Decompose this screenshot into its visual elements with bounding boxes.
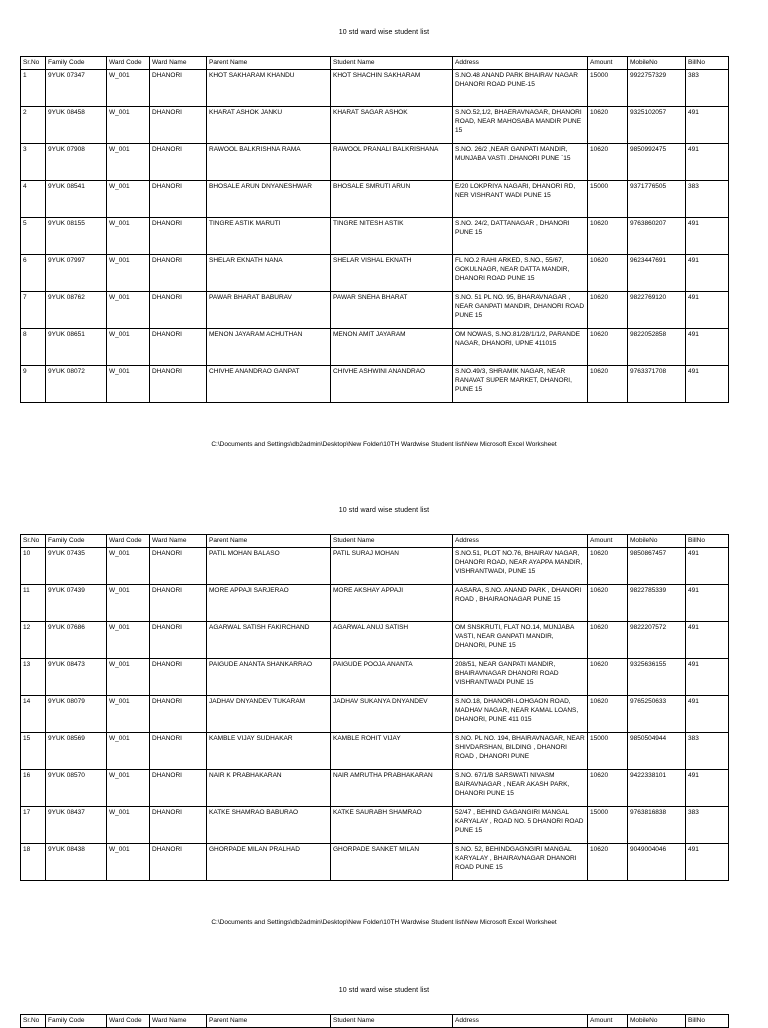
table-header-row	[21, 1015, 729, 1028]
table-cell: 383	[686, 181, 729, 218]
table-cell: W_001	[107, 144, 150, 181]
table-row	[21, 844, 729, 881]
table-row	[21, 329, 729, 366]
table-cell: 6	[21, 255, 46, 292]
column-header: Ward Code	[107, 1015, 150, 1028]
table-cell: W_001	[107, 696, 150, 733]
table-cell: 7	[21, 292, 46, 329]
table-cell: 9325102057	[628, 107, 686, 144]
page-title: 10 std ward wise student list	[338, 507, 430, 514]
table-row	[21, 181, 729, 218]
column-header: Family Code	[46, 1015, 107, 1028]
table-cell: DHANORI	[150, 548, 207, 585]
table-cell: KHOT SHACHIN SAKHARAM	[331, 70, 453, 107]
table-cell: DHANORI	[150, 696, 207, 733]
table-cell: 9371776505	[628, 181, 686, 218]
table-cell: S.NO.48 ANAND PARK BHAIRAV NAGAR DHANORI ROAD PUNE-15	[453, 70, 588, 107]
table-cell: TINGRE ASTIK MARUTI	[207, 218, 331, 255]
table-cell: MENON AMIT JAYARAM	[331, 329, 453, 366]
table-cell: DHANORI	[150, 329, 207, 366]
column-header: Address	[453, 535, 588, 548]
table-cell: S.NO. 24/2, DATTANAGAR , DHANORI PUNE 15	[453, 218, 588, 255]
table-cell: 10620	[588, 255, 628, 292]
table-cell: 491	[686, 844, 729, 881]
table-row	[21, 218, 729, 255]
column-header: Family Code	[46, 57, 107, 70]
table-cell: W_001	[107, 807, 150, 844]
table-cell: W_001	[107, 733, 150, 770]
table-cell: 5	[21, 218, 46, 255]
table-cell: DHANORI	[150, 622, 207, 659]
table-row	[21, 622, 729, 659]
table-cell: 383	[686, 807, 729, 844]
table-cell: 9049004046	[628, 844, 686, 881]
column-header: Amount	[588, 535, 628, 548]
table-cell: S.NO. 51 PL NO. 95, BHARAVNAGAR , NEAR GANPATI MANDIR, DHANORI ROAD PUNE 15	[453, 292, 588, 329]
table-cell: 13	[21, 659, 46, 696]
table-row	[21, 144, 729, 181]
table-cell: 8	[21, 329, 46, 366]
table-cell: KAMBLE VIJAY SUDHAKAR	[207, 733, 331, 770]
table-cell: AASARA, S.NO. ANAND PARK , DHANORI ROAD , BHAIRAONAGAR PUNE 15	[453, 585, 588, 622]
table-cell: 10620	[588, 548, 628, 585]
column-header: Parent Name	[207, 1015, 331, 1028]
page-title: 10 std ward wise student list	[338, 987, 430, 994]
table-cell: BHOSALE ARUN DNYANESHWAR	[207, 181, 331, 218]
table-cell: W_001	[107, 770, 150, 807]
table-cell: E/20 LOKPRIYA NAGARI, DHANORI RD, NER VISHRANT WADI PUNE 15	[453, 181, 588, 218]
table-cell: KHOT SAKHARAM KHANDU	[207, 70, 331, 107]
table-cell: 10620	[588, 696, 628, 733]
column-header: Amount	[588, 57, 628, 70]
table-cell: 9YUK 07908	[46, 144, 107, 181]
table-cell: 9422338101	[628, 770, 686, 807]
table-row	[21, 70, 729, 107]
column-header: Student Name	[331, 535, 453, 548]
page-title: 10 std ward wise student list	[338, 29, 430, 36]
table-cell: NAIR K PRABHAKARAN	[207, 770, 331, 807]
table-cell: 9YUK 08651	[46, 329, 107, 366]
table-cell: 1	[21, 70, 46, 107]
table-cell: 491	[686, 107, 729, 144]
table-cell: 15000	[588, 181, 628, 218]
table-cell: 10620	[588, 107, 628, 144]
table-cell: 491	[686, 144, 729, 181]
table-row	[21, 255, 729, 292]
table-cell: GHORPADE MILAN PRALHAD	[207, 844, 331, 881]
column-header: Ward Code	[107, 535, 150, 548]
table-cell: 10	[21, 548, 46, 585]
table-cell: MORE AKSHAY APPAJI	[331, 585, 453, 622]
table-cell: W_001	[107, 107, 150, 144]
table-cell: 9YUK 07686	[46, 622, 107, 659]
table-cell: 491	[686, 585, 729, 622]
table-cell: RAWOOL BALKRISHNA RAMA	[207, 144, 331, 181]
table-cell: DHANORI	[150, 585, 207, 622]
table-cell: 10620	[588, 329, 628, 366]
table-row	[21, 807, 729, 844]
table-cell: PAWAR BHARAT BABURAV	[207, 292, 331, 329]
table-row	[21, 770, 729, 807]
table-cell: KHARAT ASHOK JANKU	[207, 107, 331, 144]
table-cell: PAWAR SNEHA BHARAT	[331, 292, 453, 329]
table-cell: AGARWAL ANUJ SATISH	[331, 622, 453, 659]
table-cell: S.NO.49/3, SHRAMIK NAGAR, NEAR RANAVAT SUPER MARKET, DHANORI, PUNE 15	[453, 366, 588, 403]
column-header: Sr.No	[21, 1015, 46, 1028]
table-cell: W_001	[107, 255, 150, 292]
column-header: Parent Name	[207, 57, 331, 70]
table-cell: DHANORI	[150, 844, 207, 881]
table-cell: RAWOOL PRANALI BALKRISHANA	[331, 144, 453, 181]
table-cell: PATIL SURAJ MOHAN	[331, 548, 453, 585]
table-cell: KAMBLE ROHIT VIJAY	[331, 733, 453, 770]
table-cell: 9YUK 08079	[46, 696, 107, 733]
table-cell: 9850992475	[628, 144, 686, 181]
table-cell: 9YUK 08473	[46, 659, 107, 696]
table-cell: 9YUK 07347	[46, 70, 107, 107]
table-cell: 15	[21, 733, 46, 770]
column-header: MobileNo	[628, 1015, 686, 1028]
table-cell: KATKE SHAMRAO BABURAO	[207, 807, 331, 844]
table-cell: 9763371708	[628, 366, 686, 403]
table-cell: 9922757329	[628, 70, 686, 107]
table-cell: 9763816838	[628, 807, 686, 844]
table-cell: MENON JAYARAM ACHUTHAN	[207, 329, 331, 366]
table-cell: TINGRE NITESH ASTIK	[331, 218, 453, 255]
column-header: Student Name	[331, 1015, 453, 1028]
table-row	[21, 107, 729, 144]
table-cell: W_001	[107, 181, 150, 218]
table-cell: 9YUK 08155	[46, 218, 107, 255]
table-cell: DHANORI	[150, 218, 207, 255]
table-cell: 9765250633	[628, 696, 686, 733]
table-cell: 491	[686, 659, 729, 696]
table-cell: 10620	[588, 622, 628, 659]
table-cell: CHIVHE ASHWINI ANANDRAO	[331, 366, 453, 403]
table-cell: 10620	[588, 292, 628, 329]
column-header: Ward Code	[107, 57, 150, 70]
table-cell: 10620	[588, 585, 628, 622]
table-cell: 383	[686, 70, 729, 107]
table-cell: 491	[686, 770, 729, 807]
table-cell: BHOSALE SMRUTI ARUN	[331, 181, 453, 218]
column-header: BillNo	[686, 1015, 729, 1028]
column-header: Amount	[588, 1015, 628, 1028]
column-header: BillNo	[686, 535, 729, 548]
table-cell: W_001	[107, 844, 150, 881]
table-cell: DHANORI	[150, 807, 207, 844]
column-header: Ward Name	[150, 1015, 207, 1028]
table-row	[21, 292, 729, 329]
table-cell: 18	[21, 844, 46, 881]
table-cell: DHANORI	[150, 292, 207, 329]
file-path-footer: C:\Documents and Settings\db2admin\Desktop\New Folder\10TH Wardwise Student list\New Microsoft Excel Worksheet	[211, 919, 557, 926]
column-header: Address	[453, 1015, 588, 1028]
column-header: Parent Name	[207, 535, 331, 548]
table-cell: S.NO.52,1/2, BHAERAVNAGAR, DHANORI ROAD, NEAR MAHOSABA MANDIR PUNE 15	[453, 107, 588, 144]
table-cell: 9822785339	[628, 585, 686, 622]
table-cell: 12	[21, 622, 46, 659]
table-cell: SHELAR EKNATH NANA	[207, 255, 331, 292]
table-cell: 52/47 , BEHIND GAGANGIRI MANGAL KARYALAY , ROAD NO. 5 DHANORI ROAD PUNE 15	[453, 807, 588, 844]
table-cell: DHANORI	[150, 770, 207, 807]
table-cell: DHANORI	[150, 107, 207, 144]
table-cell: W_001	[107, 366, 150, 403]
table-cell: S.NO. PL NO. 194, BHAIRAVNAGAR, NEAR SHIVDARSHAN, BILDING , DHANORI ROAD , DHANORI PUNE	[453, 733, 588, 770]
table-cell: 491	[686, 622, 729, 659]
table-cell: S.NO. 67/1/B SARSWATI NIVASM BAIRAVNAGAR , NEAR AKASH PARK, DHANORI PUNE 15	[453, 770, 588, 807]
table-cell: AGARWAL SATISH FAKIRCHAND	[207, 622, 331, 659]
table-cell: 15000	[588, 733, 628, 770]
table-cell: 10620	[588, 844, 628, 881]
table-row	[21, 548, 729, 585]
table-cell: 9822052858	[628, 329, 686, 366]
table-row	[21, 659, 729, 696]
table-row	[21, 366, 729, 403]
table-cell: 9YUK 08438	[46, 844, 107, 881]
table-cell: 11	[21, 585, 46, 622]
table-cell: KHARAT SAGAR ASHOK	[331, 107, 453, 144]
table-cell: 9850504944	[628, 733, 686, 770]
table-cell: 9	[21, 366, 46, 403]
table-cell: 17	[21, 807, 46, 844]
column-header: Sr.No	[21, 535, 46, 548]
table-cell: 9YUK 07997	[46, 255, 107, 292]
table-cell: DHANORI	[150, 144, 207, 181]
table-cell: OM NOWAS, S.NO.81/28/1/1/2, PARANDE NAGAR, DHANORI, UPNE 411015	[453, 329, 588, 366]
table-cell: 491	[686, 218, 729, 255]
table-cell: 10620	[588, 366, 628, 403]
column-header: MobileNo	[628, 535, 686, 548]
table-cell: 10620	[588, 659, 628, 696]
table-cell: 491	[686, 292, 729, 329]
table-cell: S.NO.51, PLOT NO.76, BHAIRAV NAGAR, DHANORI ROAD, NEAR AYAPPA MANDIR, VISHRANTWADI, PUNE 15	[453, 548, 588, 585]
table-cell: DHANORI	[150, 255, 207, 292]
student-table-1	[20, 56, 729, 403]
column-header: Address	[453, 57, 588, 70]
table-cell: SHELAR VISHAL EKNATH	[331, 255, 453, 292]
table-cell: GHORPADE SANKET MILAN	[331, 844, 453, 881]
column-header: MobileNo	[628, 57, 686, 70]
table-cell: 9822207572	[628, 622, 686, 659]
table-cell: 9623447691	[628, 255, 686, 292]
column-header: Ward Name	[150, 57, 207, 70]
table-cell: W_001	[107, 218, 150, 255]
table-cell: 16	[21, 770, 46, 807]
column-header: Family Code	[46, 535, 107, 548]
table-row	[21, 696, 729, 733]
column-header: Student Name	[331, 57, 453, 70]
table-cell: JADHAV SUKANYA DNYANDEV	[331, 696, 453, 733]
table-cell: 2	[21, 107, 46, 144]
table-cell: DHANORI	[150, 366, 207, 403]
table-cell: DHANORI	[150, 733, 207, 770]
table-cell: 14	[21, 696, 46, 733]
table-cell: S.NO. 26/2 ,NEAR GANPATI MANDIR, MUNJABA VASTI .DHANORI PUNE `15	[453, 144, 588, 181]
table-cell: W_001	[107, 659, 150, 696]
table-cell: 10620	[588, 770, 628, 807]
column-header: Sr.No	[21, 57, 46, 70]
table-cell: 15000	[588, 70, 628, 107]
table-cell: 491	[686, 255, 729, 292]
table-cell: S.NO.18, DHANORI-LOHGAON ROAD, MADHAV NAGAR, NEAR KAMAL LOANS, DHANORI, PUNE 411 015	[453, 696, 588, 733]
table-cell: KATKE SAURABH SHAMRAO	[331, 807, 453, 844]
table-cell: 491	[686, 696, 729, 733]
table-cell: 9YUK 08437	[46, 807, 107, 844]
table-cell: 208/51, NEAR GANPATI MANDIR, BHAIRAVNAGAR DHANORI ROAD VISHRANTWADI PUNE 15	[453, 659, 588, 696]
table-cell: 491	[686, 548, 729, 585]
table-cell: DHANORI	[150, 70, 207, 107]
table-cell: 15000	[588, 807, 628, 844]
table-cell: PAIGUDE ANANTA SHANKARRAO	[207, 659, 331, 696]
table-cell: 10620	[588, 144, 628, 181]
table-cell: DHANORI	[150, 659, 207, 696]
table-cell: W_001	[107, 548, 150, 585]
table-cell: 10620	[588, 218, 628, 255]
table-cell: 9822769120	[628, 292, 686, 329]
table-cell: 9850867457	[628, 548, 686, 585]
table-cell: 9763860207	[628, 218, 686, 255]
table-row	[21, 733, 729, 770]
table-row	[21, 585, 729, 622]
table-cell: PAIGUDE POOJA ANANTA	[331, 659, 453, 696]
column-header: Ward Name	[150, 535, 207, 548]
table-cell: NAIR AMRUTHA PRABHAKARAN	[331, 770, 453, 807]
table-cell: W_001	[107, 292, 150, 329]
table-cell: MORE APPAJI SARJERAO	[207, 585, 331, 622]
table-cell: W_001	[107, 329, 150, 366]
table-cell: W_001	[107, 622, 150, 659]
table-cell: 9YUK 07439	[46, 585, 107, 622]
table-header-row	[21, 57, 729, 70]
column-header: BillNo	[686, 57, 729, 70]
student-table-2	[20, 534, 729, 881]
table-cell: 9YUK 08762	[46, 292, 107, 329]
table-cell: DHANORI	[150, 181, 207, 218]
table-cell: 9YUK 08569	[46, 733, 107, 770]
table-cell: 9YUK 08541	[46, 181, 107, 218]
table-cell: W_001	[107, 70, 150, 107]
table-cell: CHIVHE ANANDRAO GANPAT	[207, 366, 331, 403]
table-header-row	[21, 535, 729, 548]
student-table-3	[20, 1014, 729, 1028]
table-cell: 3	[21, 144, 46, 181]
table-cell: 491	[686, 329, 729, 366]
table-cell: 9325636155	[628, 659, 686, 696]
table-cell: FL NO.2 RAHI ARKED, S.NO., 55/67, GOKULNAGR, NEAR DATTA MANDIR, DHANORI ROAD PUNE 15	[453, 255, 588, 292]
table-cell: JADHAV DNYANDEV TUKARAM	[207, 696, 331, 733]
table-cell: 9YUK 08458	[46, 107, 107, 144]
table-cell: 9YUK 07435	[46, 548, 107, 585]
table-cell: OM SNSKRUTI, FLAT NO.14, MUNJABA VASTI, NEAR GANPATI MANDIR, DHANORI, PUNE 15	[453, 622, 588, 659]
file-path-footer: C:\Documents and Settings\db2admin\Desktop\New Folder\10TH Wardwise Student list\New Microsoft Excel Worksheet	[211, 441, 557, 448]
table-cell: 9YUK 08072	[46, 366, 107, 403]
table-cell: PATIL MOHAN BALASO	[207, 548, 331, 585]
table-cell: 491	[686, 366, 729, 403]
table-cell: 4	[21, 181, 46, 218]
table-cell: S.NO. 52, BEHINDGAGNGIRI MANGAL KARYALAY , BHAIRAVNAGAR DHANORI ROAD PUNE 15	[453, 844, 588, 881]
table-cell: W_001	[107, 585, 150, 622]
table-cell: 9YUK 08570	[46, 770, 107, 807]
table-cell: 383	[686, 733, 729, 770]
